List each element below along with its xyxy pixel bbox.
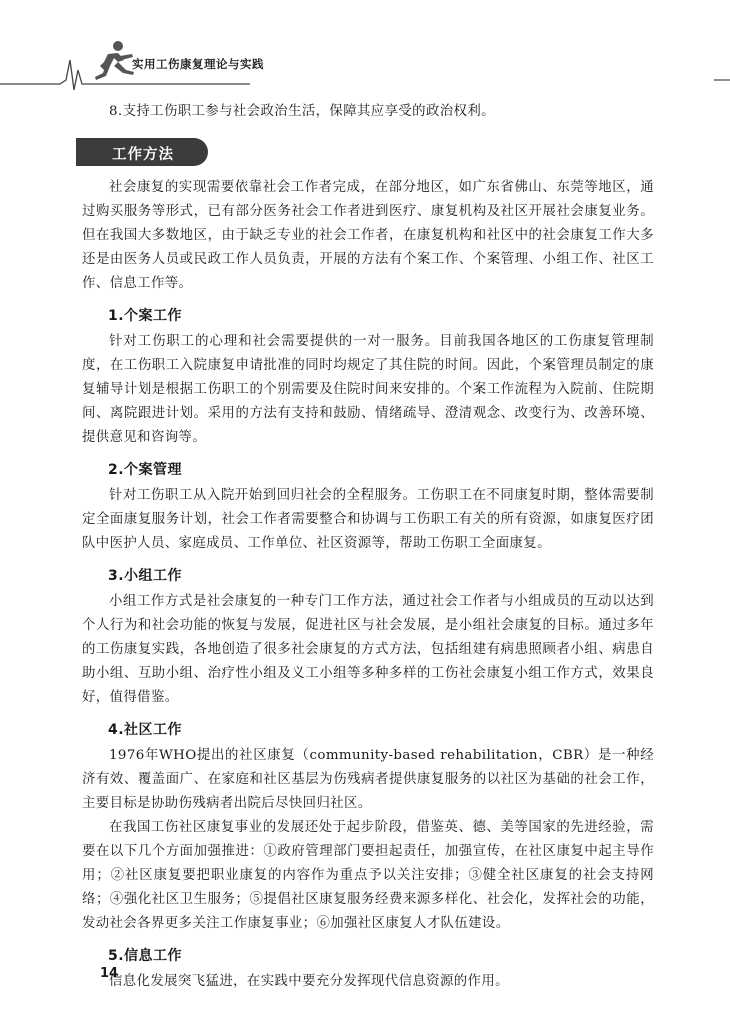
book-title: 实用工伤康复理论与实践 xyxy=(132,57,264,71)
subsection-heading-3: 3.小组工作 xyxy=(108,568,183,584)
paragraph: 1976年WHO提出的社区康复（community-based rehabilitation，CBR）是一种经济有效、覆盖面广、在家庭和社区基层为伤残病者提供康复服务的以社区为基础的社会工作，主要目标是协助伤残病者出院后尽快回归社区。 xyxy=(82,748,654,811)
paragraph: 小组工作方式是社会康复的一种专门工作方法，通过社会工作者与小组成员的互动以达到个人行为和社会功能的恢复与发展，促进社区与社会发展，是小组社会康复的目标。通过多年的工伤康复实践，各地创造了很多社会康复的方式方法，包括组建有病患照顾者小组、病患自助小组、互助小组、治疗性小组及义工小组等多种多样的工伤社会康复小组工作方式，效果良好，值得借鉴。 xyxy=(82,594,654,705)
section-intro-paragraph: 社会康复的实现需要依靠社会工作者完成，在部分地区，如广东省佛山、东莞等地区，通过购买服务等形式，已有部分医务社会工作者进到医疗、康复机构及社区开展社会康复业务。但在我国大多数地区，由于缺乏专业的社会工作者，在康复机构和社区中的社会康复工作大多还是由医务人员或民政工作人员负责，开展的方法有个案工作、个案管理、小组工作、社区工作、信息工作等。 xyxy=(82,180,654,291)
paragraph: 信息化发展突飞猛进，在实践中要充分发挥现代信息资源的作用。 xyxy=(109,974,509,989)
page-number: 14 xyxy=(100,966,119,981)
subsection-heading-5: 5.信息工作 xyxy=(108,948,183,964)
paragraph: 在我国工伤社区康复事业的发展还处于起步阶段，借鉴英、德、美等国家的先进经验，需要在以下几个方面加强推进：①政府管理部门要担起责任，加强宣传，在社区康复中起主导作用；②社区康复要把职业康复的内容作为重点予以关注安排；③健全社区康复的社会支持网络；④强化社区卫生服务；⑤提倡社区康复服务经费来源多样化、社会化，发挥社会的功能，发动社会各界更多关注工作康复事业；⑥加强社区康复人才队伍建设。 xyxy=(82,820,654,931)
paragraph: 针对工伤职工从入院开始到回归社会的全程服务。工伤职工在不同康复时期，整体需要制定全面康复服务计划，社会工作者需要整合和协调与工伤职工有关的所有资源，如康复医疗团队中医护人员、家庭成员、工作单位、社区资源等，帮助工伤职工全面康复。 xyxy=(82,488,654,551)
subsection-heading-4: 4.社区工作 xyxy=(108,722,183,738)
subsection-heading-2: 2.个案管理 xyxy=(108,462,183,478)
ecg-runner-logo-icon xyxy=(0,0,730,90)
page-header xyxy=(0,0,730,90)
section-banner xyxy=(82,138,208,166)
paragraph: 针对工伤职工的心理和社会需要提供的一对一服务。目前我国各地区的工伤康复管理制度，在工伤职工入院康复申请批准的同时均规定了其住院的时间。因此，个案管理员制定的康复辅导计划是根据工伤职工的个别需要及住院时间来安排的。个案工作流程为入院前、住院期间、离院跟进计划。采用的方法有支持和鼓励、情绪疏导、澄清观念、改变行为、改善环境、提供意见和咨询等。 xyxy=(82,334,654,445)
section-title: 工作方法 xyxy=(112,147,174,163)
page-content xyxy=(82,100,654,994)
intro-list-item: 8.支持工伤职工参与社会政治生活，保障其应享受的政治权利。 xyxy=(109,104,495,119)
subsection-heading-1: 1.个案工作 xyxy=(108,308,183,324)
